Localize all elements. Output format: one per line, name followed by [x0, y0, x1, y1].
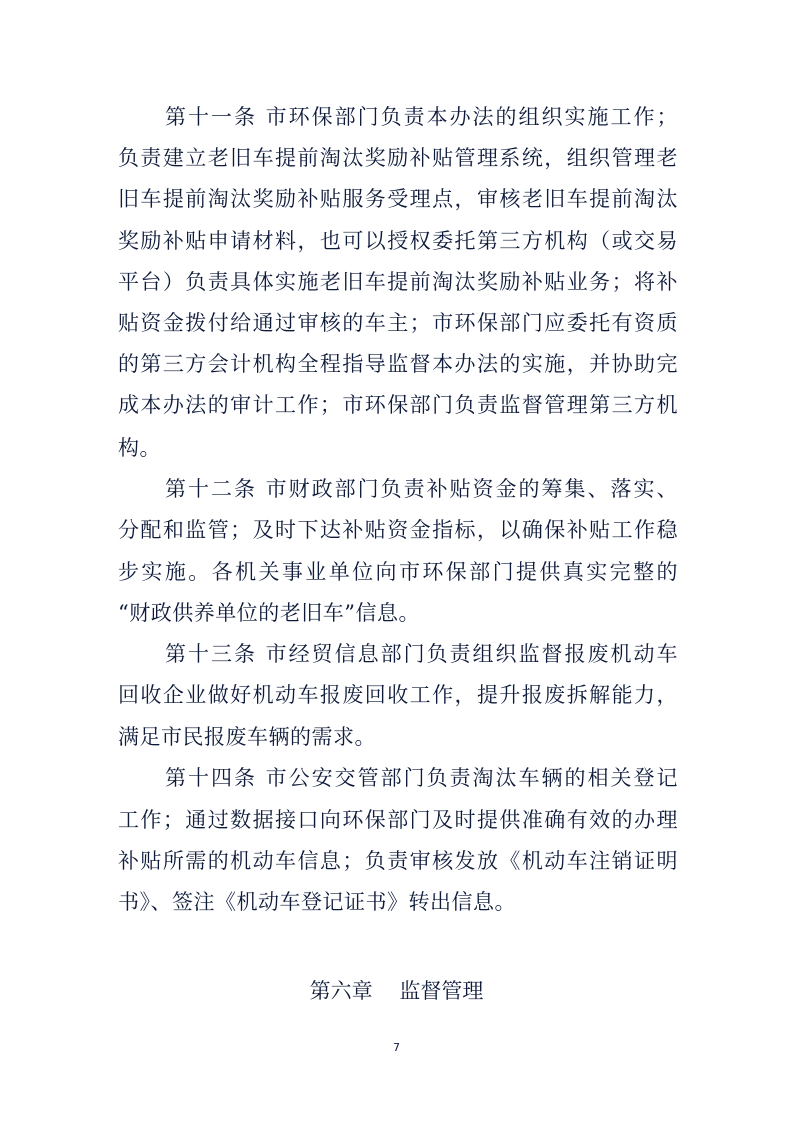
article-12-line-1: 第十二条 市财政部门负责补贴资金的筹集、落实、: [165, 477, 678, 501]
article-11-line-8: 成本办法的审计工作；市环保部门负责监督管理第三方机: [118, 393, 678, 417]
article-11-line-3: 旧车提前淘汰奖励补贴服务受理点，审核老旧车提前淘汰: [118, 187, 678, 211]
article-11-line-9: 构。: [118, 436, 161, 460]
article-12-line-2: 分配和监管；及时下达补贴资金指标，以确保补贴工作稳: [118, 518, 678, 542]
article-11-line-2: 负责建立老旧车提前淘汰奖励补贴管理系统，组织管理老: [118, 146, 678, 170]
article-13-line-2: 回收企业做好机动车报废回收工作，提升报废拆解能力，: [118, 683, 678, 707]
article-11-line-4: 奖励补贴申请材料，也可以授权委托第三方机构（或交易: [118, 229, 678, 253]
article-11-line-5: 平台）负责具体实施老旧车提前淘汰奖励补贴业务；将补: [118, 270, 678, 294]
article-11-line-6: 贴资金拨付给通过审核的车主；市环保部门应委托有资质: [118, 311, 678, 335]
chapter-heading: 第六章 监督管理: [309, 979, 484, 1003]
article-11-line-1: 第十一条 市环保部门负责本办法的组织实施工作；: [165, 105, 678, 129]
article-13-line-1: 第十三条 市经贸信息部门负责组织监督报废机动车: [165, 642, 678, 666]
article-11-line-7: 的第三方会计机构全程指导监督本办法的实施，并协助完: [118, 352, 678, 376]
page-number: 7: [393, 1041, 400, 1054]
article-14-line-3: 补贴所需的机动车信息；负责审核发放《机动车注销证明: [118, 849, 678, 873]
article-14-line-2: 工作；通过数据接口向环保部门及时提供准确有效的办理: [118, 808, 678, 832]
article-14-line-4: 书》、签注《机动车登记证书》转出信息。: [118, 890, 516, 914]
article-12-line-3: 步实施。各机关事业单位向市环保部门提供真实完整的: [118, 560, 678, 584]
article-12-line-4: “财政供养单位的老旧车”信息。: [118, 601, 420, 625]
article-14-line-1: 第十四条 市公安交管部门负责淘汰车辆的相关登记: [165, 766, 678, 790]
article-13-line-3: 满足市民报废车辆的需求。: [118, 725, 376, 749]
